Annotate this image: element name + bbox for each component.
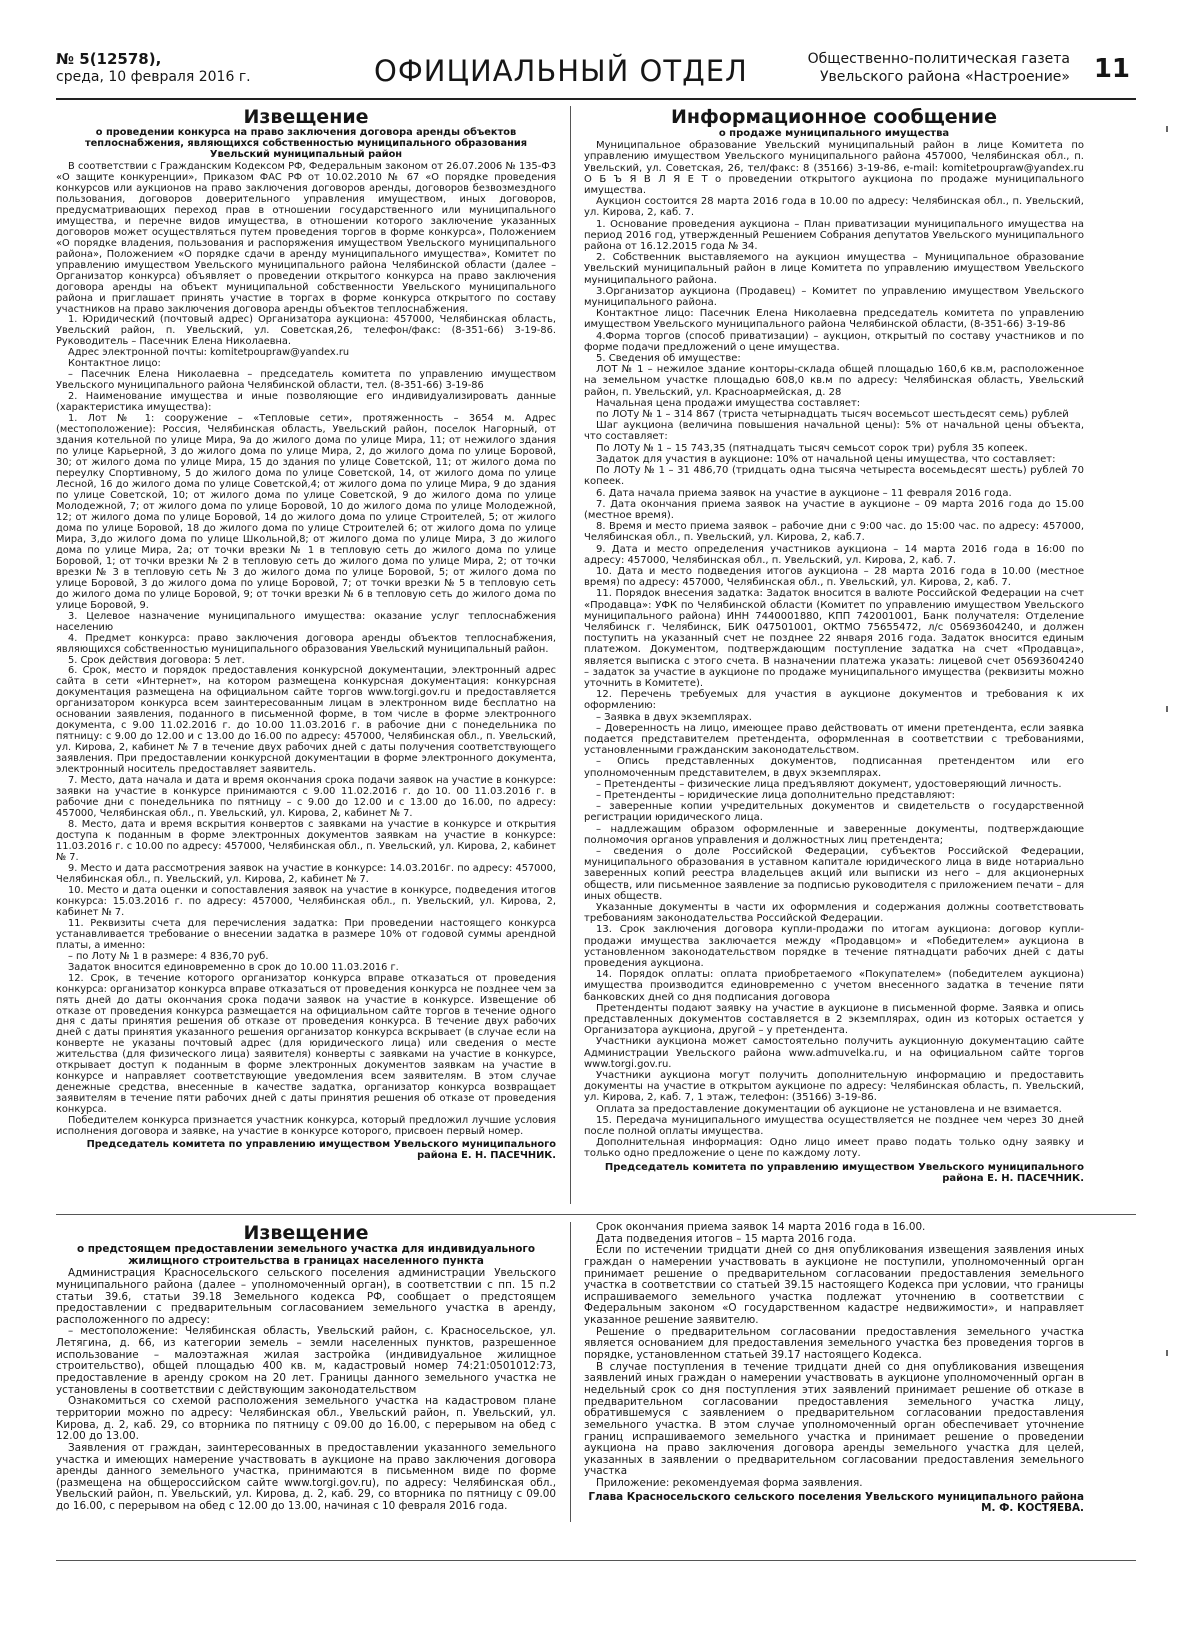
notice-auction-signature: Председатель комитета по управлению имуществом Увельского муниципального района Е. Н. ПАСЕЧНИК.: [604, 1161, 1084, 1184]
notice-konkurs-subtitle: о проведении конкурса на право заключения договора аренды объектов теплоснабжения, являющихся собственностью муниципального образования Увельский муниципальный район: [84, 127, 528, 160]
notice-konkurs-signature: Председатель комитета по управлению имуществом Увельского муниципального района Е. Н. ПАСЕЧНИК.: [86, 1139, 556, 1162]
notice-auction-subtitle: о продаже муниципального имущества: [718, 128, 950, 139]
notice-auction-body: [584, 140, 1084, 1159]
paragraph: Аукцион состоится 28 марта 2016 года в 10.00 по адресу: Челябинская обл., п. Увельский, ул. Кирова, 2, каб. 7.: [584, 196, 1084, 219]
paragraph: 7. Место, дата начала и дата и время окончания срока подачи заявок на участие в конкурсе: заявки на участие в конкурсе принимаются с 9.00 11.02.2016 г. до 10. 00 11.03.2016 г. в рабочие дни с понедельника по пятницу – с 9.00 до 12.00 и с 13.00 до 16.00, по адресу: 457000, Челябинская обл., п. Увельский, ул. Кирова, 2, кабинет № 7.: [56, 775, 556, 820]
paragraph: 10. Место и дата оценки и сопоставления заявок на участие в конкурсе, подведения итогов конкурса: 15.03.2016 г. по адресу: 457000, Челябинская обл., п. Увельский, ул. Кирова, 2, кабинет № 7.: [56, 884, 556, 918]
paragraph: – надлежащим образом оформленные и заверенные документы, подтверждающие полномочия органов управления и должностных лиц претендента;: [584, 823, 1084, 846]
paragraph: Победителем конкурса признается участник конкурса, который предложил лучшие условия исполнения договора и заявке, на участие в конкурсе которого, присвоен первый номер.: [56, 1115, 556, 1138]
paragraph: 11. Порядок внесения задатка: Задаток вносится в валюте Российской Федерации на счет «Продавца»: УФК по Челябинской области (Комитет по управлению имуществом Увельского муниципального района) ИНН 7440001880, КПП 742001001, Банк получателя: Отделение Челябинск г. Челябинск, БИК 047501001, ОКТМО 75655472, л/с 05693604240, и должен поступить на указанный счет не позднее 22 января 2016 года. Задаток вносится единым платежом. Документом, подтверждающим поступление задатка на счет «Продавца», является выписка с этого счета. В назначении платежа указать: лицевой счет 05693604240 – задаток за участие в аукционе по продаже муниципального имущества (реквизиты можно уточнить в Комитете).: [584, 588, 1084, 689]
paragraph: 9. Место и дата рассмотрения заявок на участие в конкурсе: 14.03.2016г. по адресу: 457000, Челябинская обл., п. Увельский, ул. Кирова, 2, кабинет № 7.: [56, 862, 556, 885]
paragraph: Задаток для участия в аукционе: 10% от начальной цены имущества, что составляет:: [596, 453, 1056, 465]
issue-date: среда, 10 февраля 2016 г.: [56, 69, 251, 85]
notice-konkurs-body: [56, 162, 556, 1138]
paragraph: 5. Срок действия договора: 5 лет.: [68, 654, 245, 666]
paragraph: В соответствии с Гражданским Кодексом РФ, Федеральным законом от 26.07.2006 № 135-ФЗ «О защите конкуренции», Приказом ФАС РФ от 10.02.2010 № 67 «О порядке проведения конкурсов или аукционов на право заключения договоров аренды, договоров безвозмездного пользования, договоров доверительного управления имуществом, иных договоров, предусматривающих переход прав в отношении государственного или муниципального имущества, и перечне видов имущества, в отношении которого заключение указанных договоров может осуществляться путем проведения торгов в форме конкурса», Положением «О порядке владения, пользования и распоряжения имуществом Увельского муниципального района», Положением «О порядке сдачи в аренду муниципального имущества», Комитет по управлению имуществом Увельского муниципального района Челябинской области (далее – Организатор конкурса) объявляет о проведении открытого конкурса на право заключения договора аренды на объект муниципальной собственности Увельского муниципального района и приглашает принять участие в торгах в форме конкурса открытого по составу участников на право заключения договора аренды объектов теплоснабжения.: [56, 160, 556, 315]
paragraph: Дата подведения итогов – 15 марта 2016 года.: [596, 1232, 857, 1245]
notice-land-continued: [584, 1222, 1084, 1522]
paragraph: Претенденты подают заявку на участие в аукционе в письменной форме. Заявка и опись представленных документов составляется в 2 экземплярах, один из которых остается у Организатора аукциона, другой – у претендента.: [584, 1002, 1084, 1037]
paragraph: – Заявка в двух экземплярах.: [596, 711, 752, 723]
paragraph: – Претенденты – юридические лица дополнительно представляют:: [596, 789, 956, 801]
notice-land-title: Извещение: [243, 1222, 369, 1244]
paragraph: ЛОТ № 1 – нежилое здание конторы-склада общей площадью 160,6 кв.м, расположенное на земельном участке площадью 608,0 кв.м по адресу: Челябинская область, Увельский район, п. Увельский, ул. Красноармейская, д. 28: [584, 364, 1084, 398]
paragraph: Указанные документы в части их оформления и содержания должны соответствовать требованиям законодательства Российской Федерации.: [584, 902, 1084, 925]
notice-land: [56, 1222, 556, 1522]
margin-mark: [1166, 1350, 1168, 1356]
paragraph: Участники аукциона могут получить дополнительную информацию и предоставить документы на участие в открытом аукционе по адресу: Челябинская область, п. Увельский, ул. Кирова, 2, каб. 7, 1 этаж, телефон: (35166) 3-19-86.: [584, 1070, 1084, 1104]
notice-land-subtitle: о предстоящем предоставлении земельного участка для индивидуального жилищного строительства в границах населенного пункта: [76, 1243, 536, 1267]
paragraph: Решение о предварительном согласовании предоставления земельного участка является основанием для предоставления земельного участка без проведения торгов в порядке, установленном статьей 39.17 настоящего Кодекса.: [584, 1325, 1084, 1362]
paragraph: – Претенденты – физические лица предъявляют документ, удостоверяющий личность.: [596, 778, 1062, 790]
section-divider: [56, 1214, 1136, 1215]
paragraph: Контактное лицо: Пасечник Елена Николаевна председатель комитета по управлению имуществом Увельского муниципального района Челябинской области, (8-351-66) 3-19-86: [584, 308, 1084, 331]
column-divider: [570, 106, 571, 1204]
paragraph: Начальная цена продажи имущества составляет:: [596, 397, 861, 409]
notice-auction-title: Информационное сообщение: [671, 106, 997, 128]
paragraph: 11. Реквизиты счета для перечисления задатка: При проведении настоящего конкурса устанавливается требование о внесении задатка в размере 10% от годовой суммы арендной платы, а именно:: [56, 917, 556, 951]
issue-number: № 5(12578),: [56, 50, 162, 68]
paragraph: – Опись представленных документов, подписанная претендентом или его уполномоченным представителем, в двух экземплярах.: [584, 756, 1084, 779]
notice-land-body-continued: [584, 1222, 1084, 1490]
paragraph: 15. Передача муниципального имущества осуществляется не позднее чем через 30 дней после полной оплаты имущества.: [584, 1114, 1084, 1138]
paragraph: по ЛОТу № 1 – 314 867 (триста четырнадцать тысяч восемьсот шестьдесят семь) рублей: [596, 409, 1069, 421]
margin-mark: [1166, 706, 1168, 712]
paragraph: Ознакомиться со схемой расположения земельного участка на кадастровом плане территории можно по адресу: Челябинская обл., Увельский район, п. Увельский, ул. Кирова, д. 2, каб. 29, со вторника по пятницу с 09.00 до 16.00, с перерывом на обед с 12.00 до 13.00.: [56, 1395, 556, 1443]
paper-name-line2: Увельского района «Настроение»: [819, 69, 1070, 85]
paragraph: 8. Время и место приема заявок – рабочие дни с 9:00 час. до 15:00 час. по адресу: 457000, Челябинская обл., п. Увельский, ул. Кирова, 2, каб.7.: [584, 521, 1084, 544]
paragraph: 13. Срок заключения договора купли-продажи по итогам аукциона: договор купли-продажи имущества заключается между «Продавцом» и «Победителем» аукциона в установленном законодательством порядке в течение пятнадцати рабочих дней с даты проведения аукциона.: [584, 924, 1084, 970]
paragraph: 2. Собственник выставляемого на аукцион имущества – Муниципальное образование Увельский муниципальный район в лице Комитета по управлению имуществом Увельского муниципального района.: [584, 252, 1084, 286]
page-header: [56, 50, 1136, 94]
section-title: ОФИЦИАЛЬНЫЙ ОТДЕЛ: [374, 54, 748, 88]
paragraph: 7. Дата окончания приема заявок на участие в аукционе – 09 марта 2016 года до 15.00 (местное время).: [584, 498, 1084, 521]
paragraph: Задаток вносится единовременно в срок до 10.00 11.03.2016 г.: [68, 961, 399, 973]
paragraph: 9. Дата и место определения участников аукциона – 14 марта 2016 года в 16:00 по адресу: 457000, Челябинская обл., п. Увельский, ул. Кирова, 2, каб. 7.: [584, 543, 1084, 566]
paragraph: 8. Место, дата и время вскрытия конвертов с заявками на участие в конкурсе и открытия доступа к поданным в форме электронных документов заявкам на участие в конкурсе: 11.03.2016 г. с 10.00 по адресу: 457000, Челябинская обл., п. Увельский, ул. Кирова, 2, кабинет № 7.: [56, 819, 556, 863]
paragraph: По ЛОТу № 1 – 31 486,70 (тридцать одна тысяча четыреста восемьдесят шесть) рублей 70 копеек.: [584, 465, 1084, 488]
paragraph: 4. Предмет конкурса: право заключения договора аренды объектов теплоснабжения, являющихся собственностью муниципального образования Увельский муниципальный район.: [56, 632, 556, 655]
paragraph: 6. Срок, место и порядок предоставления конкурсной документации, электронный адрес сайта в сети «Интернет», на котором размещена конкурсная документация: конкурсная документация размещена на официальном сайте торгов www.torgi.gov.ru и предоставляется организатором конкурса всем заинтересованным лицам в электронном виде бесплатно на основании заявления, поданного в письменной форме, в том числе в форме электронного документа, с 9.00 11.02.2016 г. до 10.00 11.03.2016 г. в рабочие дни с понедельника по пятницу: с 9.00 до 12.00 и с 13.00 до 16.00 по адресу: 457000, Челябинская обл., п. Увельский, ул. Кирова, 2, кабинет № 7 в течение двух рабочих дней с даты получения соответствующего заявления. При предоставлении конкурсной документации в форме электронного документа, электронный носитель предоставляет заявитель.: [56, 665, 556, 776]
notice-auction: [584, 106, 1084, 1204]
paragraph: Оплата за предоставление документации об аукционе не установлена и не взимается.: [596, 1103, 1062, 1115]
paragraph: 2. Наименование имущества и иные позволяющие его индивидуализировать данные (характеристика имущества):: [56, 391, 556, 414]
paper-name-line1: Общественно-политическая газета: [807, 51, 1070, 67]
paragraph: 1. Основание проведения аукциона – План приватизации муниципального имущества на период 2016 год, утвержденный Решением Собрания депутатов Увельского муниципального района от 16.12.2015 года № 34.: [584, 218, 1084, 253]
paragraph: Приложение: рекомендуемая форма заявления.: [596, 1477, 863, 1490]
notice-land-signature: Глава Красносельского сельского поселения Увельского муниципального района М. Ф. КОСТЯЕВА.: [588, 1490, 1084, 1515]
paragraph: – местоположение: Челябинская область, Увельский район, с. Красносельское, ул. Летягина, д. 66, из категории земель – земли населенных пунктов, разрешенное использование – малоэтажная жилая застройка (индивидуальное жилищное строительство), общей площадью 400 кв. м, кадастровый номер 74:21:0501012:73, предоставление в аренду сроком на 20 лет. Границы данного земельного участка не установлены в соответствии с действующим законодательством: [56, 1325, 556, 1396]
paragraph: – по Лоту № 1 в размере: 4 836,70 руб.: [68, 950, 269, 962]
paragraph: Контактное лицо:: [68, 358, 161, 370]
paragraph: 1. Юридический (почтовый адрес) Организатора аукциона: 457000, Челябинская область, Увельский район, п. Увельский, ул. Советская,26, телефон/факс: (8-351-66) 3-19-86. Руководитель – Пасечник Елена Николаевна.: [56, 314, 556, 348]
paragraph: 12. Срок, в течение которого организатор конкурса вправе отказаться от проведения конкурса: организатор конкурса вправе отказаться от проведения конкурса не позднее чем за пять дней до даты окончания срока подачи заявок на участие в конкурсе. Извещение об отказе от проведения конкурса размещается на официальном сайте торгов в течение одного дня с даты принятия решения об отказе от проведения конкурса. В течение двух рабочих дней с даты принятия указанного решения организатор конкурса вскрывает (в случае если на конверте не указаны почтовый адрес (для юридического лица) или сведения о месте жительства (для физического лица) заявителя) конверты с заявками на участие в конкурсе, открывает доступ к поданным в форме электронных документов заявкам на участие в конкурсе и направляет соответствующие уведомления всем заявителям. В этом случае денежные средства, внесенные в качестве задатка, организатор конкурса возвращает заявителям в течение пяти рабочих дней с даты принятия решения об отказе от проведения конкурса.: [56, 972, 556, 1116]
paragraph: В случае поступления в течение тридцати дней со дня опубликования извещения заявлений иных граждан о намерении участвовать в аукционе уполномоченный орган в недельный срок со дня поступления этих заявлений принимает решение об отказе в предварительном согласовании предоставления земельного участка лицу, обратившемуся с заявлением о предварительном согласовании предоставления земельного участка. В этом случае уполномоченный орган обеспечивает уточнение границ испрашиваемого земельного участка и принимает решение о проведении аукциона на право заключения договора аренды земельного участка для целей, указанных в заявлении о предварительном согласовании предоставления земельного участка: [584, 1360, 1084, 1478]
paragraph: 6. Дата начала приема заявок на участие в аукционе – 11 февраля 2016 года.: [596, 487, 1012, 499]
notice-konkurs: [56, 106, 556, 1204]
paragraph: Дополнительная информация: Одно лицо имеет право подать только одну заявку и только одно предложение о цене по каждому лоту.: [584, 1137, 1084, 1160]
header-rule: [56, 98, 1136, 100]
paragraph: 14. Порядок оплаты: оплата приобретаемого «Покупателем» (победителем аукциона) имущества производится единовременно с учетом внесенного задатка в течение пяти банковских дней со дня подписания договора: [584, 969, 1084, 1003]
column-divider-bottom: [570, 1222, 571, 1522]
paragraph: 12. Перечень требуемых для участия в аукционе документов и требования к их оформлению:: [584, 689, 1084, 712]
page-number: 11: [1093, 54, 1130, 84]
paragraph: – Доверенность на лицо, имеющее право действовать от имени претендента, если заявка подается представителем претендента, оформленная в соответствии с требованиями, установленными гражданским законодательством.: [584, 722, 1084, 757]
paragraph: – заверенные копии учредительных документов и свидетельств о государственной регистрации юридического лица.: [584, 801, 1084, 824]
paragraph: – Пасечник Елена Николаевна – председатель комитета по управлению имуществом Увельского муниципального района Челябинской области, тел. (8-351-66) 3-19-86: [56, 369, 556, 392]
paragraph: 1. Лот № 1: сооружение – «Тепловые сети», протяженность – 3654 м. Адрес (местоположение): Россия, Челябинская область, Увельский район, поселок Нагорный, от здания котельной по улице Мира, 9а до жилого дома по улице Мира, 11; от нежилого здания по улице Карьерной, 3 до жилого дома по улице Мира, 2, до жилого дома по улице Боровой, 30; от жилого дома по улице Мира, 15 до здания по улице Советской, 11; от жилого дома по переулку Спортивному, 5 до жилого дома по улице Советской, 14, от жилого дома по улице Лесной, 16 до жилого дома по улице Советской,4; от жилого дома по улице Мира, 9 до здания по улице Советской, 10; от жилого дома по улице Советской, 9 до жилого дома по улице Молодежной, 7; от жилого дома по улице Боровой, 10 до жилого дома по улице Молодежной, 12; от жилого дома по улице Боровой, 14 до жилого дома по улице Строителей, 5; от жилого дома по улице Боровой, 18 до жилого дома по улице Строителей 6; от жилого дома по улице Мира, 3,до жилого дома по улице Школьной,8; от жилого дома по улице Мира, 3 до жилого дома по улице Мира, 2а; от точки врезки № 1 в тепловую сеть до жилого дома по улице Боровой, 1; от точки врезки № 2 в тепловую сеть до жилого дома по улице Мира, 2; от точки врезки № 3 в тепловую сеть № 3 до жилого дома по улице Боровой, 5; от жилого дома по улице Боровой, 3 до жилого дома по улице Боровой, 7; от точки врезки № 5 в тепловую сеть до жилого дома по улице Боровой, 9; от точки врезки № 6 в тепловую сеть до жилого дома по улице Боровой, 9.: [56, 413, 556, 611]
paragraph: Муниципальное образование Увельский муниципальный район в лице Комитета по управлению имуществом Увельского муниципального района 457000, Челябинская обл., п. Увельский, ул. Советская, 26, тел/факс: 8 (35166) 3-19-86, e-mail: komitetpoupraw@yandex.ru О Б Ъ Я В Л Я Е Т о проведении открытого аукциона по продаже муниципального имущества.: [584, 140, 1084, 197]
paragraph: 5. Сведения об имуществе:: [596, 353, 741, 365]
margin-mark: [1166, 126, 1168, 132]
bottom-rule: [56, 1560, 1136, 1561]
paragraph: 3.Организатор аукциона (Продавец) – Комитет по управлению имуществом Увельского муниципального района.: [584, 285, 1084, 309]
paragraph: Администрация Красносельского сельского поселения администрации Увельского муниципального района (далее – уполномоченный орган), в соответствии с пп. 15 п.2 статьи 39.6, статьи 39.18 Земельного кодекса РФ, сообщает о предстоящем предоставлении с предварительным согласованием земельного участка в аренду, расположенного по адресу:: [56, 1267, 556, 1326]
paragraph: Если по истечении тридцати дней со дня опубликования извещения заявления иных граждан о намерении участвовать в аукционе не поступили, уполномоченный орган принимает решение о предварительном согласовании предоставления земельного участка в соответствии со статьей 39.15 настоящего Кодекса при условии, что границы испрашиваемого земельного участка подлежат уточнению в соответствии с Федеральным законом «О государственном кадастре недвижимости», и направляет указанное решение заявителю.: [584, 1244, 1084, 1327]
paragraph: Срок окончания приема заявок 14 марта 2016 года в 16.00.: [596, 1222, 926, 1233]
paragraph: Участники аукциона может самостоятельно получить аукционную документацию сайте Администрации Увельского района www.admuvelka.ru, и на официальном сайте торгов www.torgi.gov.ru.: [584, 1036, 1084, 1070]
notice-konkurs-title: Извещение: [243, 106, 369, 128]
paragraph: По ЛОТу № 1 – 15 743,35 (пятнадцать тысяч семьсот сорок три) рубля 35 копеек.: [596, 442, 1028, 454]
paragraph: – сведения о доле Российской Федерации, субъектов Российской Федерации, муниципального образования в уставном капитале юридического лица в виде нотариально заверенных копий реестра владельцев акций или выписки из него – для акционерных обществ, или письменное заявление за подписью руководителя с приложением печати – для иных обществ.: [584, 846, 1084, 902]
paragraph: Заявления от граждан, заинтересованных в предоставлении указанного земельного участка и имеющих намерение участвовать в аукционе на право заключения договора аренды данного земельного участка, принимаются в письменном виде по форме (размещена на общероссийском сайте www.torgi.gov.ru), по адресу: Челябинская обл., Увельский район, п. Увельский, ул. Кирова, д. 2, каб. 29, со вторника по пятницу с 09.00 до 16.00, с перерывом на обед с 12.00 до 13.00, начиная с 10 февраля 2016 года.: [56, 1441, 556, 1513]
paragraph: Шаг аукциона (величина повышения начальной цены): 5% от начальной цены объекта, что составляет:: [584, 420, 1084, 443]
paragraph: Адрес электронной почты: komitetpoupraw@yandex.ru: [68, 347, 350, 359]
paragraph: 10. Дата и место подведения итогов аукциона – 28 марта 2016 года в 10.00 (местное время) по адресу: 457000, Челябинская обл., п. Увельский, ул. Кирова, 2, каб. 7.: [584, 565, 1084, 589]
notice-land-body: [56, 1268, 556, 1512]
paragraph: 3. Целевое назначение муниципального имущества: оказание услуг теплоснабжения населению: [56, 610, 556, 633]
paragraph: 4.Форма торгов (способ приватизации) – аукцион, открытый по составу участников и по форме подачи предложений о цене имущества.: [584, 330, 1084, 353]
